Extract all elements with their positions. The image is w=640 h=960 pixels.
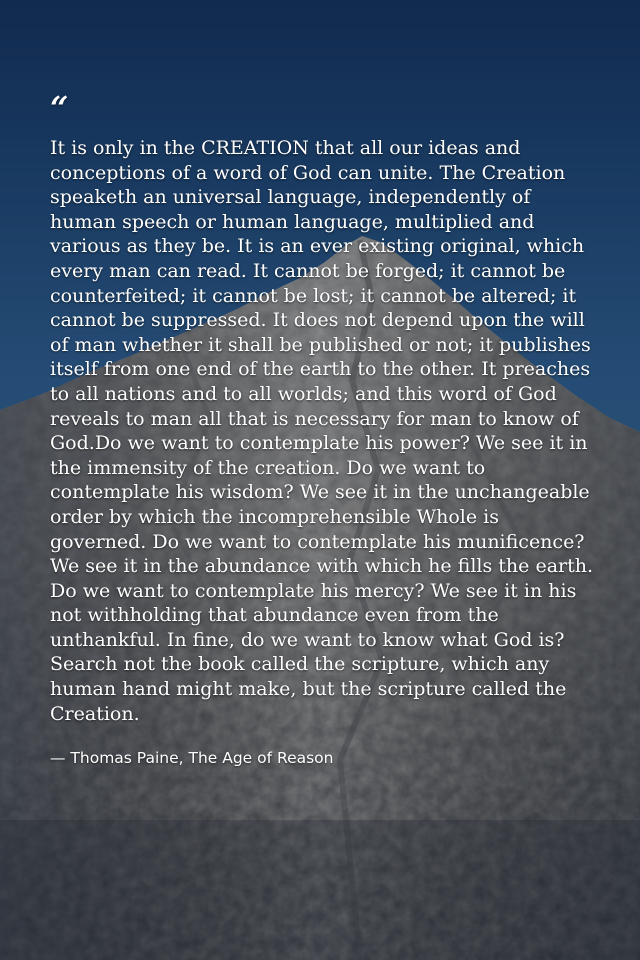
quote-text: It is only in the CREATION that all our ideas and conceptions of a word of God can unite. The Creation speaketh an universal language, independently of human speech or human language, multiplied and various as they be. It is an ever existing original, which every man can read. It cannot be forged; it cannot be counterfeited; it cannot be lost; it cannot be altered; it cannot be suppressed. It does not depend upon the will of man whether it shall be published or not; it publishes itself from one end of the earth to the other. It preaches to all nations and to all worlds; and this word of God reveals to man all that is necessary for man to know of God.Do we want to contemplate his power? We see it in the immensity of the creation. Do we want to contemplate his wisdom? We see it in the unchangeable order by which the incomprehensible Whole is governed. Do we want to contemplate his munificence? We see it in the abundance with which he fills the earth. Do we want to contemplate his mercy? We see it in his not withholding that abundance even from the unthankful. In fine, do we want to know what God is? Search not the book called the scripture, which any human hand might make, but the scripture called the Creation. [50,137,594,725]
quote-block [50,88,598,768]
quote-attribution: — Thomas Paine, The Age of Reason [50,749,334,768]
quote-mark-icon: “ [50,89,69,127]
